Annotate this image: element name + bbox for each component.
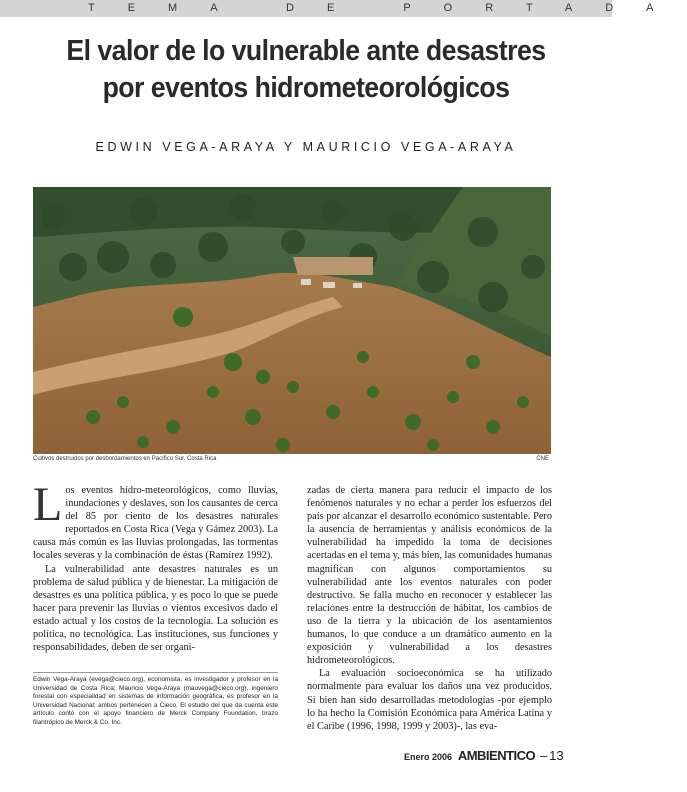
article-title (52, 33, 560, 107)
aerial-flood-photo (33, 187, 551, 454)
paragraph-1: Los eventos hidro-meteorológicos, como lluvias, inundaciones y deslaves, son los causantes de cerca del 85 por ciento de los desastres naturales reportados en Costa Rica (Vega y Gámez 2003). La causa más común es las lluvias prolongadas, las tormentas locales severas y la combinación de éstas (Ramírez 1992). (33, 478, 278, 562)
section-header: TEMA DE PORTADA (0, 0, 612, 17)
author-footnote: Edwin Vega-Araya (evega@cieco.org), economista, es investigador y profesor en la Universidad de Costa Rica; Mauricio Vega-Araya (mauvega@cieco.org), ingeniero forestal con especialidad en sistemas de información geográfica, es profesor en la Universidad Nacional; ambos pertenecen a Cieco. El estudio del que da cuenta este artículo contó con el apoyo financiero de Merck Company Foundation, brazo filantrópico de Merck & Co. Inc. (33, 676, 278, 726)
body-column-right (307, 484, 552, 733)
paragraph-2: La vulnerabilidad ante desastres naturales es un problema de salud pública y de bienestar. La mitigación de desastres es una política pública, y es poco lo que se puede hacer para prevenir las lluvias o vientos excesivos dado el estado actual y los costos de la tecnología. La solución es política, no tecnológica. Las instituciones, sus funciones y responsabilidades, deben de ser organi- (33, 563, 278, 654)
magazine-logo: AMBIENTICO (457, 748, 536, 763)
paragraph-3: zadas de cierta manera para reducir el impacto de los fenómenos naturales y no echar a perder los esfuerzos del país por alcanzar el desarrollo económico sustentable. Pero la ausencia de herramientas y análisis económicos de la vulnerabilidad ha impedido la toma de decisiones acertadas en el tema y, más bien, las comunidades humanas magnifican con algunos comportamientos su vulnerabilidad ante los eventos naturales con poder destructivo. Se falla mucho en reconocer y establecer las relaciones entre la destrucción de hábitat, los cambios de uso de la tierra y la ubicación de los asentamientos humanos, lo que conduce a un dramático aumento en la exposición y vulnerabilidad a los desastres hidrometeorológicos. (307, 485, 552, 667)
title-line-1: El valor de lo vulnerable ante desastres (66, 35, 546, 67)
caption-text: Cultivos destruidos por desbordamientos en Pacífico Sur, Costa Rica (33, 456, 217, 462)
page-separator: – (539, 748, 548, 763)
footnote-divider (33, 672, 278, 673)
title-line-2: por eventos hidrometeorológicos (102, 72, 510, 104)
photo-credit: CNE (536, 456, 549, 462)
article-authors: EDWIN VEGA-ARAYA Y MAURICIO VEGA-ARAYA (95, 140, 517, 154)
issue-date: Enero 2006 (404, 752, 453, 762)
page-footer (404, 748, 564, 764)
drop-cap: L (33, 478, 63, 531)
photo-caption (33, 456, 551, 468)
body-column-left (33, 478, 278, 654)
paragraph-4: La evaluación socioeconómica se ha utilizado normalmente para evaluar los daños una vez producidos. Si bien han sido desarrolladas metodologías -por ejemplo lo ha hecho la Comisión Económica para América Latina y el Caribe (1996, 1998, 1999 y 2003)-, las eva- (307, 668, 552, 732)
page-number: 13 (549, 748, 564, 763)
